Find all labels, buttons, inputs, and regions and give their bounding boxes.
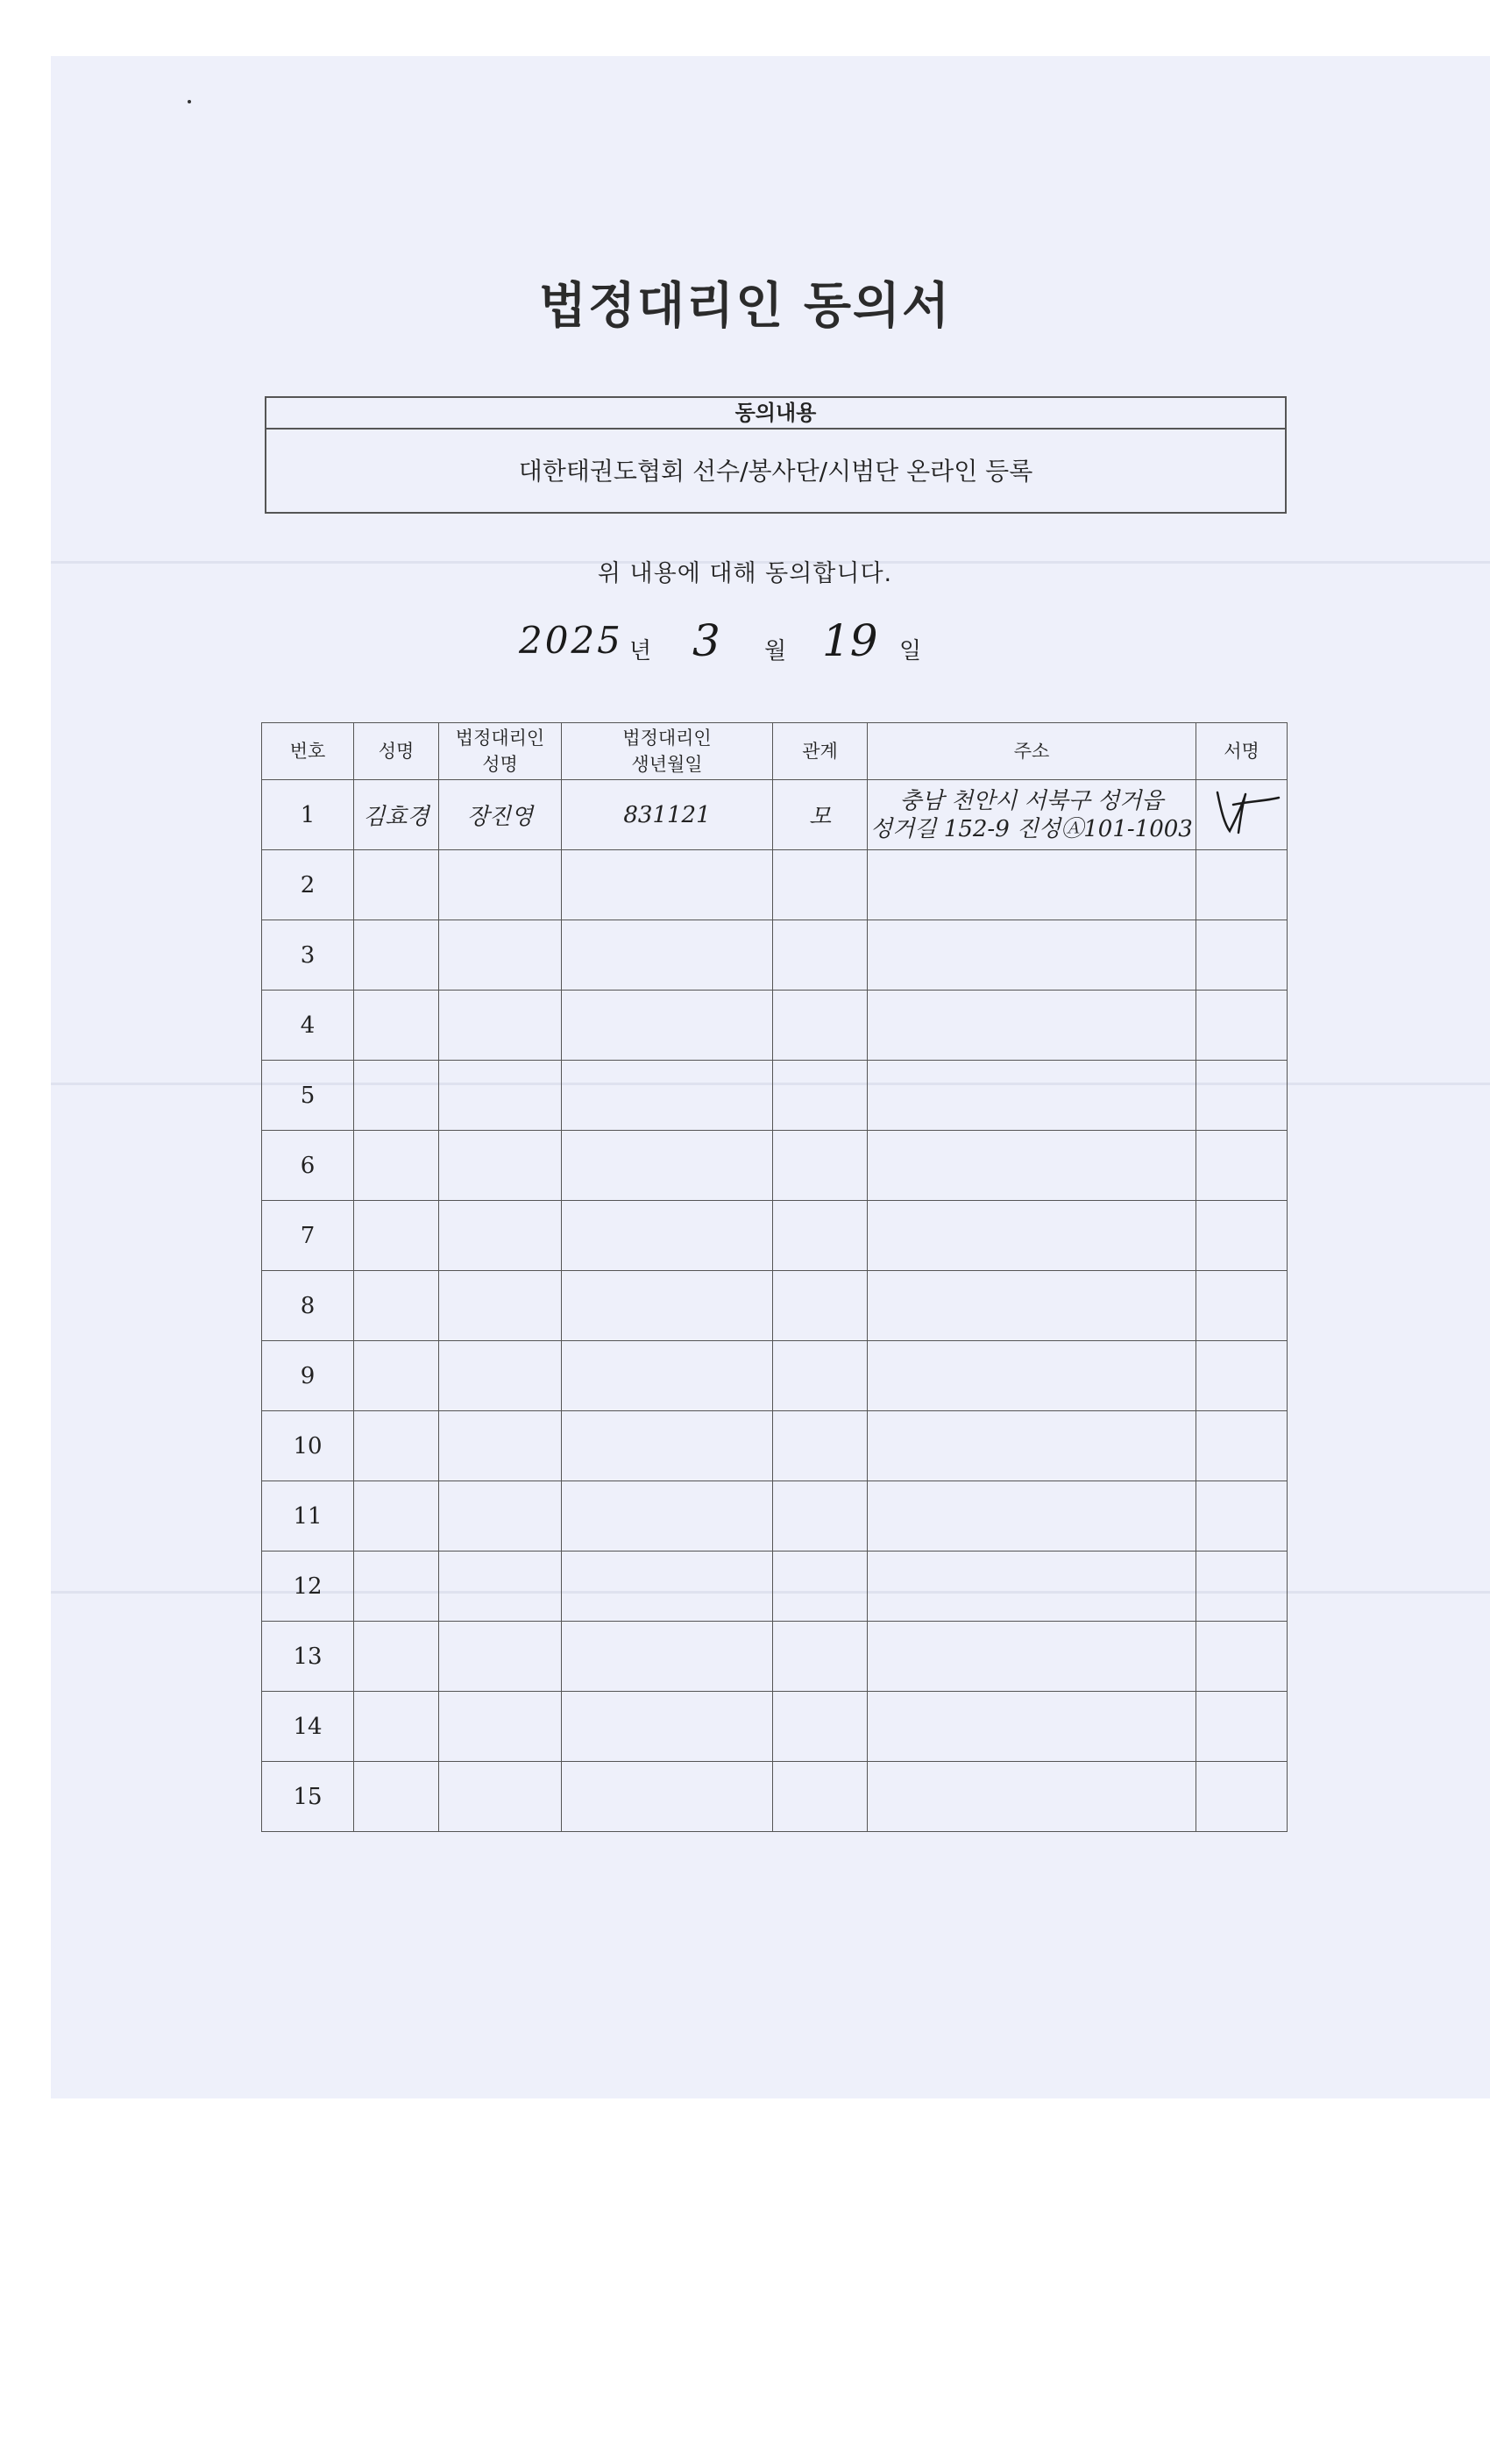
table-row <box>262 850 1288 920</box>
handwritten-signature <box>1198 785 1286 838</box>
row-number: 11 <box>262 1481 354 1552</box>
header-signature: 서명 <box>1196 723 1288 780</box>
table-row <box>262 1411 1288 1481</box>
date-day: 19 <box>822 615 878 666</box>
table-row <box>262 1481 1288 1552</box>
table-row <box>262 1552 1288 1622</box>
row-number: 10 <box>262 1411 354 1481</box>
row-number: 6 <box>262 1131 354 1201</box>
year-unit: 년 <box>629 638 652 664</box>
row-number: 15 <box>262 1762 354 1832</box>
table-row <box>262 1061 1288 1131</box>
header-name: 성명 <box>354 723 439 780</box>
header-guardian-birth: 법정대리인 생년월일 <box>562 723 773 780</box>
guardian-birthdate: 831121 <box>562 780 773 850</box>
table-row <box>262 1622 1288 1692</box>
month-unit: 월 <box>764 638 787 664</box>
row-number: 5 <box>262 1061 354 1131</box>
signature-cell <box>1196 780 1288 850</box>
address <box>868 780 1196 850</box>
consent-header: 동의내용 <box>266 398 1285 430</box>
address-line-2: 성거길 152-9 진성Ⓐ101-1003 <box>870 815 1193 842</box>
header-address: 주소 <box>868 723 1196 780</box>
day-unit: 일 <box>899 638 922 664</box>
row-number: 9 <box>262 1341 354 1411</box>
table-row <box>262 1341 1288 1411</box>
row-number: 4 <box>262 991 354 1061</box>
dust-speck <box>188 100 191 103</box>
guardian-name: 장진영 <box>439 780 562 850</box>
consent-box <box>265 396 1287 514</box>
table-header-row <box>262 723 1288 780</box>
table-row <box>262 1201 1288 1271</box>
row-number: 1 <box>262 780 354 850</box>
date-month: 3 <box>692 615 720 666</box>
table-row <box>262 920 1288 991</box>
table-row <box>262 1131 1288 1201</box>
row-number: 2 <box>262 850 354 920</box>
header-no: 번호 <box>262 723 354 780</box>
address-line-1: 충남 천안시 서북구 성거읍 <box>899 787 1164 814</box>
date-line <box>0 614 1490 675</box>
table-row <box>262 1692 1288 1762</box>
table-row <box>262 1762 1288 1832</box>
header-relation: 관계 <box>773 723 868 780</box>
table-row <box>262 780 1288 850</box>
member-name: 김효경 <box>354 780 439 850</box>
document-title: 법정대리인 동의서 <box>538 278 952 335</box>
row-number: 3 <box>262 920 354 991</box>
relation: 모 <box>773 780 868 850</box>
date-year: 2025 <box>519 619 623 662</box>
table-row <box>262 1271 1288 1341</box>
row-number: 7 <box>262 1201 354 1271</box>
row-number: 14 <box>262 1692 354 1762</box>
header-guardian-name: 법정대리인 성명 <box>439 723 562 780</box>
table-row <box>262 991 1288 1061</box>
row-number: 12 <box>262 1552 354 1622</box>
row-number: 8 <box>262 1271 354 1341</box>
guardian-table <box>261 722 1288 1832</box>
consent-content: 대한태권도협회 선수/봉사단/시범단 온라인 등록 <box>518 457 1033 486</box>
row-number: 13 <box>262 1622 354 1692</box>
agreement-statement: 위 내용에 대해 동의합니다. <box>597 560 893 587</box>
